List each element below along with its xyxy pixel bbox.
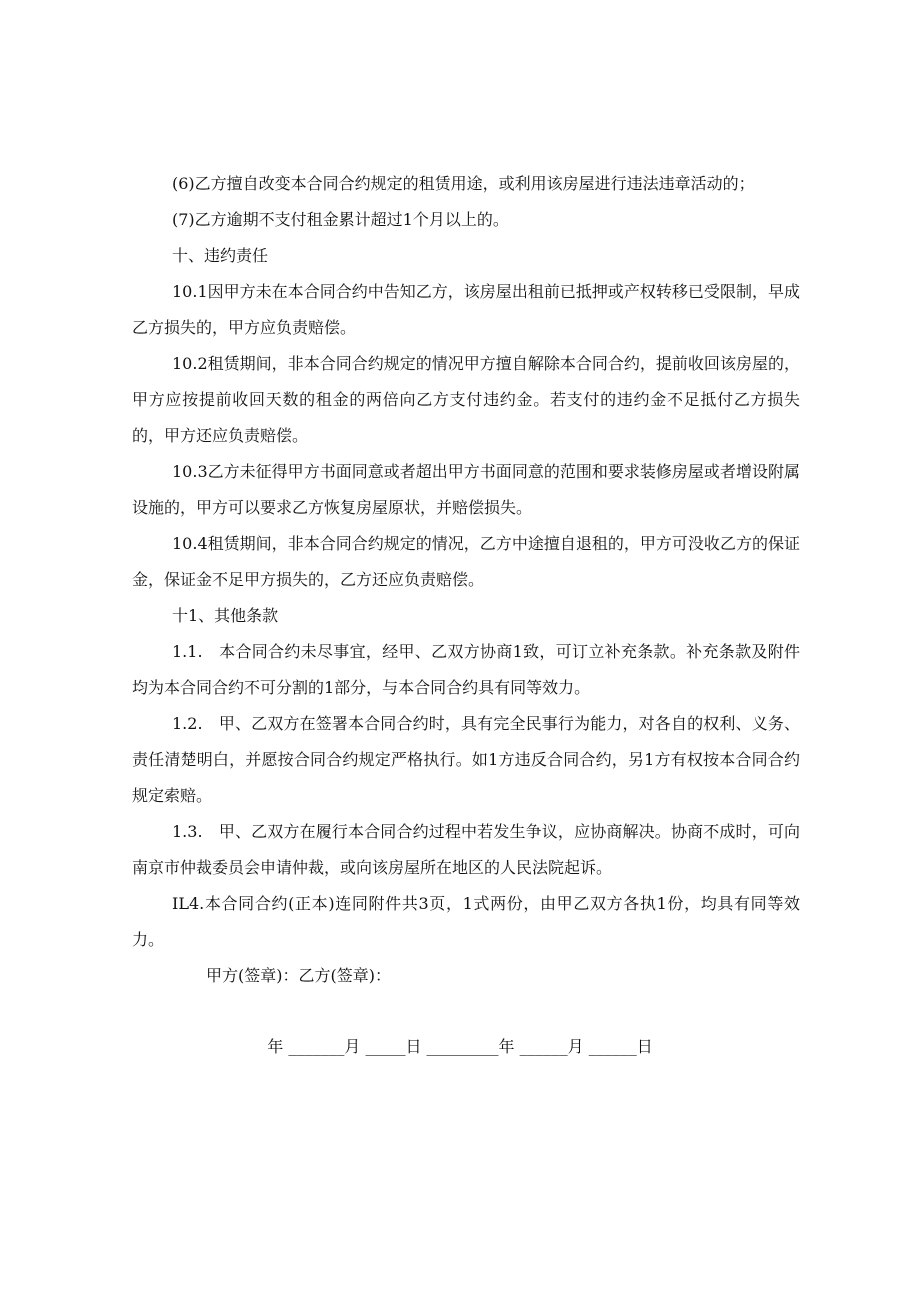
clause-11-4: IL4.本合同合约(正本)连同附件共3页，1式两份，由甲乙双方各执1份，均具有同等效力。 bbox=[132, 894, 800, 949]
clause-11-3: 1.3. 甲、乙双方在履行本合同合约过程中若发生争议，应协商解决。协商不成时，可向南京市仲裁委员会申请仲裁，或向该房屋所在地区的人民法院起诉。 bbox=[132, 822, 800, 877]
clause-10-3: 10.3乙方未征得甲方书面同意或者超出甲方书面同意的范围和要求装修房屋或者增设附属设施的，甲方可以要求乙方恢复房屋原状，并赔偿损失。 bbox=[132, 462, 800, 517]
contract-body bbox=[132, 166, 800, 994]
clause-9-7: (7)乙方逾期不支付租金累计超过1个月以上的。 bbox=[172, 210, 509, 229]
section-11-heading: 十1、其他条款 bbox=[172, 606, 279, 625]
clause-10-1: 10.1因甲方未在本合同合约中告知乙方，该房屋出租前已抵押或产权转移已受限制，早成乙方损失的，甲方应负责赔偿。 bbox=[132, 282, 800, 337]
clause-10-4: 10.4租赁期间，非本合同合约规定的情况，乙方中途擅自退租的，甲方可没收乙方的保证金，保证金不足甲方损失的，乙方还应负责赔偿。 bbox=[132, 534, 800, 589]
date-line: 年 _______月 _____日 _________年 ______月 ______日 bbox=[267, 1037, 653, 1056]
signature-line: 甲方(签章)：乙方(签章)： bbox=[206, 966, 391, 985]
clause-10-2: 10.2租赁期间，非本合同合约规定的情况甲方擅自解除本合同合约，提前收回该房屋的，甲方应按提前收回天数的租金的两倍向乙方支付违约金。若支付的违约金不足抵付乙方损失的，甲方还应负责赔偿。 bbox=[132, 354, 800, 445]
clause-9-6: (6)乙方擅自改变本合同合约规定的租赁用途，或利用该房屋进行违法违章活动的； bbox=[172, 174, 755, 193]
clause-11-1: 1.1. 本合同合约未尽事宜，经甲、乙双方协商1致，可订立补充条款。补充条款及附件均为本合同合约不可分割的1部分，与本合同合约具有同等效力。 bbox=[132, 642, 800, 697]
section-10-heading: 十、违约责任 bbox=[172, 246, 269, 265]
clause-11-2: 1.2. 甲、乙双方在签署本合同合约时，具有完全民事行为能力，对各自的权利、义务、责任清楚明白，并愿按合同合约规定严格执行。如1方违反合同合约，另1方有权按本合同合约规定索赔。 bbox=[132, 714, 800, 805]
